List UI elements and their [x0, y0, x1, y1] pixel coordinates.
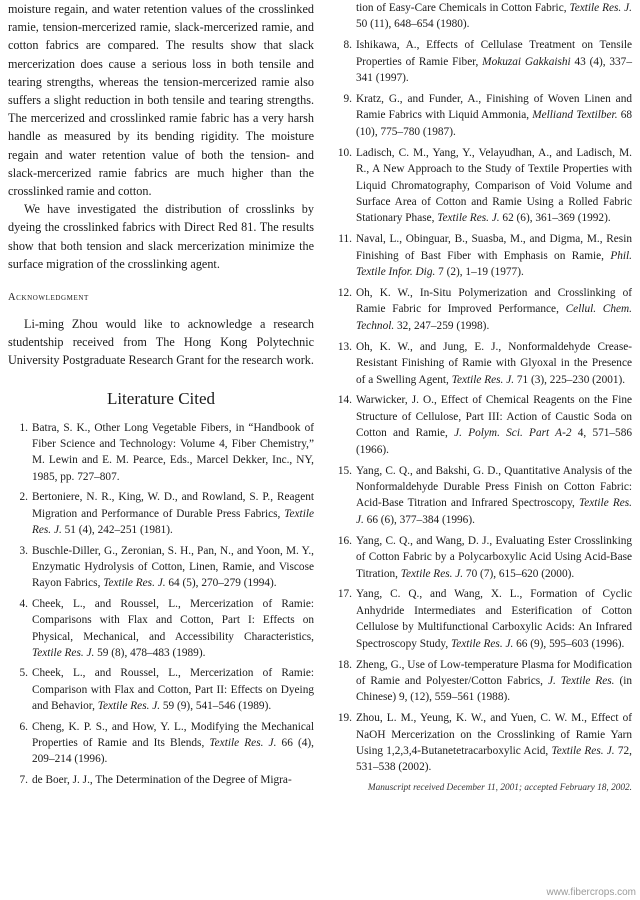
reference-item — [332, 0, 632, 33]
reference-journal: Textile Res. J. — [400, 567, 464, 580]
reference-item — [332, 37, 632, 86]
reference-item — [8, 665, 314, 714]
reference-body: Warwicker, J. O., Effect of Chemical Reagents on the Fine Structure of Cellulose, Part III: Action of Caustic Soda on Cotton and Ramie, — [356, 394, 632, 440]
right-column — [332, 0, 632, 795]
watermark: www.fibercrops.com — [546, 887, 636, 898]
reference-number: 13. — [337, 340, 352, 353]
reference-number: 16. — [337, 534, 352, 547]
reference-text — [32, 545, 314, 590]
reference-number: 12. — [337, 287, 352, 299]
reference-volume: 4, 571–586 (1966). — [356, 427, 632, 456]
reference-item — [332, 533, 632, 582]
reference-volume: 43 (4), 337–341 (1997). — [356, 55, 632, 85]
reference-number: 8. — [343, 39, 352, 52]
reference-body: Yang, C. Q., and Wang, X. L., Formation of Cyclic Anhydride Intermediates and Esterification of Cotton Cellulose by Multifunctional Carboxylic Acids: An Infrared Spectroscopy Study, — [356, 588, 632, 650]
reference-text — [356, 39, 632, 84]
reference-journal: Textile Res. J. — [32, 646, 95, 659]
reference-journal: Cellul. Chem. Technol. — [356, 303, 632, 332]
reference-body: Batra, S. K., Other Long Vegetable Fibers, in “Handbook of Fiber Science and Technology: Volume 4, Fiber Chemistry,” M. Lewin and E. M. Pearce, Eds., Marcel Dekker, Inc., NY, 1985, pp. 727–807. — [32, 421, 314, 483]
reference-journal: Textile Res. J. — [551, 745, 615, 758]
reference-item — [332, 339, 632, 388]
reference-body: Buschle-Diller, G., Zeronian, S. H., Pan, N., and Yoon, M. Y., Enzymatic Hydrolysis of Cotton, Linen, Ramie, and Viscose Rayon Fabrics, — [32, 544, 314, 590]
reference-text — [356, 233, 632, 278]
reference-text — [32, 598, 314, 659]
reference-volume: 62 (6), 361–369 (1992). — [499, 212, 611, 225]
reference-text — [32, 721, 314, 766]
reference-number: 9. — [343, 93, 352, 106]
reference-volume: 68 (10), 775–780 (1987). — [356, 109, 633, 138]
reference-body: Naval, L., Obinguar, B., Suasba, M., and Digma, M., Resin Finishing of Bast Fiber with Emphasis on Ramie, — [356, 233, 632, 262]
reference-volume: (in Chinese) 9, (12), 559–561 (1988). — [356, 674, 632, 704]
reference-item — [8, 420, 314, 486]
reference-item — [332, 91, 632, 140]
reference-text — [356, 465, 632, 526]
reference-text — [32, 422, 314, 483]
reference-text — [356, 2, 632, 30]
reference-item — [8, 543, 314, 592]
reference-body: Zhou, L. M., Yeung, K. W., and Yuen, C. W. M., Effect of NaOH Mercerization on the Crosslinking of Ramie Yarn Using 1,2,3,4-Butanetetracarboxylic Acid, — [356, 712, 632, 758]
reference-item — [8, 596, 314, 662]
reference-number: 19. — [337, 712, 352, 725]
reference-journal: Mokuzai Gakkaishi — [482, 55, 571, 68]
reference-journal: Textile Res. J. — [209, 736, 277, 749]
reference-volume: 59 (9), 541–546 (1989). — [160, 700, 272, 713]
reference-journal: Textile Res. J. — [356, 497, 632, 526]
reference-body: Cheek, L., and Roussel, L., Mercerization of Ramie: Comparisons with Flax and Cotton, Part I: Effects on Physical, Mechanical, and Accessibility Characteristics, — [32, 597, 314, 643]
reference-body: Yang, C. Q., and Bakshi, G. D., Quantitative Analysis of the Nonformaldehyde Durable Press Finish on Cotton Fabric: Acid-Base Titration and Infrared Spectroscopy, — [356, 464, 632, 510]
reference-number: 3. — [19, 544, 28, 557]
acknowledgment-text: Li-ming Zhou would like to acknowledge a research studentship received from The Hong Kong Polytechnic University Postgraduate Research Grant for the research work. — [8, 317, 314, 368]
reference-volume: 7 (2), 1–19 (1977). — [435, 266, 524, 279]
reference-text — [356, 93, 632, 138]
reference-text — [356, 394, 632, 455]
reference-volume: 59 (8), 478–483 (1989). — [94, 646, 206, 659]
reference-journal: Textile Res. J. — [569, 2, 633, 14]
reference-number: 1. — [19, 421, 28, 434]
reference-body: tion of Easy-Care Chemicals in Cotton Fabric, — [356, 2, 570, 14]
reference-body: Zheng, G., Use of Low-temperature Plasma for Modification of Ramie and Polyester/Cotton Fabrics, — [356, 658, 632, 687]
reference-number: 14. — [337, 394, 352, 407]
reference-text — [356, 535, 632, 580]
reference-body: Yang, C. Q., and Wang, D. J., Evaluating Ester Crosslinking of Cotton Fabric by a Polycarboxylic Acid Using Acid-Base Titration, — [356, 534, 632, 580]
reference-text — [356, 287, 632, 332]
reference-journal: Melliand Textilber. — [532, 109, 618, 122]
reference-volume: 32, 247–259 (1998). — [394, 319, 490, 332]
reference-number: 5. — [19, 667, 28, 680]
reference-body: Cheek, L., and Roussel, L., Mercerization of Ramie: Comparison with Flax and Cotton, Part II: Effects on Dyeing and Behavior, — [32, 667, 314, 713]
reference-journal: Textile Res. J. — [437, 212, 500, 225]
reference-volume: 70 (7), 615–620 (2000). — [463, 567, 575, 580]
reference-body: de Boer, J. J., The Determination of the Degree of Migra- — [32, 773, 292, 786]
body-paragraph-2: We have investigated the distribution of crosslinks by dyeing the crosslinked fabrics with Direct Red 81. The results show that both tension and slack mercerization minimize the surface migration of the crosslinking agent. — [8, 202, 314, 271]
manuscript-note: Manuscript received December 11, 2001; accepted February 18, 2002. — [367, 782, 632, 793]
literature-cited-title: Literature Cited — [106, 388, 216, 408]
reference-text — [356, 659, 632, 704]
reference-number: 7. — [19, 773, 28, 786]
reference-item — [8, 489, 314, 538]
reference-item — [332, 463, 632, 529]
reference-body: Oh, K. W., and Jung, E. J., Nonformaldehyde Crease-Resistant Finishing of Ramie with Glyoxal in the Presence of a Swelling Agent, — [356, 340, 632, 386]
reference-journal: Textile Res. J. — [103, 577, 166, 590]
reference-text — [356, 712, 632, 773]
reference-body: Cheng, K. P. S., and How, Y. L., Modifying the Mechanical Properties of Ramie and Its Blends, — [32, 720, 314, 749]
reference-volume: 51 (4), 242–251 (1981). — [61, 524, 173, 537]
reference-number: 6. — [19, 720, 28, 733]
reference-text — [32, 491, 314, 536]
reference-body: Ladisch, C. M., Yang, Y., Velayudhan, A., and Ladisch, M. R., A New Approach to the Study of Textile Properties with Liquid Chromatography, Comparison of Void Volume and Surface Area of Cotton and Ramie Using a Rolled Fabric Stationary Phase, — [356, 146, 632, 225]
reference-journal: Textile Res. J. — [32, 507, 314, 537]
reference-item — [332, 710, 632, 776]
reference-item — [332, 231, 632, 280]
reference-text — [32, 774, 292, 786]
reference-volume: 64 (5), 270–279 (1994). — [165, 577, 277, 590]
reference-item — [332, 586, 632, 652]
reference-item — [8, 772, 314, 788]
reference-volume: 50 (11), 648–654 (1980). — [356, 18, 470, 31]
reference-item — [332, 145, 632, 227]
reference-list-right — [332, 0, 632, 776]
reference-volume: 66 (9), 595–603 (1996). — [513, 637, 625, 650]
reference-volume: 71 (3), 225–230 (2001). — [514, 373, 626, 386]
reference-number: 4. — [19, 597, 28, 610]
reference-journal: Phil. Textile Infor. Dig. — [356, 249, 632, 279]
reference-item — [8, 719, 314, 768]
reference-text — [356, 147, 632, 225]
reference-volume: 66 (4), 209–214 (1996). — [32, 736, 314, 766]
left-column — [8, 0, 314, 792]
reference-body: Oh, K. W., In-Situ Polymerization and Crosslinking of Ramie Fabric for Improved Performance, — [356, 287, 632, 316]
reference-item — [332, 285, 632, 334]
reference-number: 17. — [337, 588, 352, 601]
reference-text — [356, 588, 632, 649]
reference-journal: Textile Res. J. — [450, 637, 514, 650]
body-paragraph-1: moisture regain, and water retention values of the crosslinked ramie, tension-mercerized ramie, slack-mercerized ramie, and cotton fabrics are compared. The results show that slack mercerization does cause a serious loss in both tensile and tearing strengths, whereas the tension-mercerized ramie also suffers a slight reduction in both tensile and tearing strengths. The mercerized and crosslinked ramie fabric has a very harsh handle as measured by its bending rigidity. The moisture regain and water retention value of both the tension- and slack-mercerized ramie fabrics are much higher than the crosslinked ramie and cotton. — [8, 2, 314, 199]
reference-body: Kratz, G., and Funder, A., Finishing of Woven Linen and Ramie Fabrics with Liquid Ammonia, — [356, 93, 632, 122]
reference-journal: Textile Res. J. — [97, 700, 161, 713]
reference-volume: 72, 531–538 (2002). — [356, 745, 632, 774]
reference-body: Ishikawa, A., Effects of Cellulase Treatment on Tensile Properties of Ramie Fiber, — [356, 39, 632, 68]
reference-number: 11. — [338, 233, 352, 246]
acknowledgment-heading: Acknowledgment — [8, 292, 89, 304]
reference-number: 2. — [19, 491, 28, 504]
reference-text — [356, 341, 632, 386]
reference-item — [332, 392, 632, 458]
reference-body: Bertoniere, N. R., King, W. D., and Rowland, S. P., Reagent Migration and Performance of Durable Press Fabrics, — [32, 491, 314, 520]
reference-number: 18. — [337, 658, 352, 671]
reference-item — [332, 657, 632, 706]
reference-journal: J. Polym. Sci. Part A-2 — [454, 427, 572, 440]
reference-journal: J. Textile Res. — [547, 674, 615, 687]
reference-number: 15. — [337, 464, 352, 477]
reference-list-left — [8, 420, 314, 789]
reference-volume: 66 (6), 377–384 (1996). — [363, 513, 475, 526]
reference-number: 10. — [337, 146, 352, 159]
reference-text — [32, 667, 314, 712]
reference-journal: Textile Res. J. — [451, 373, 515, 386]
